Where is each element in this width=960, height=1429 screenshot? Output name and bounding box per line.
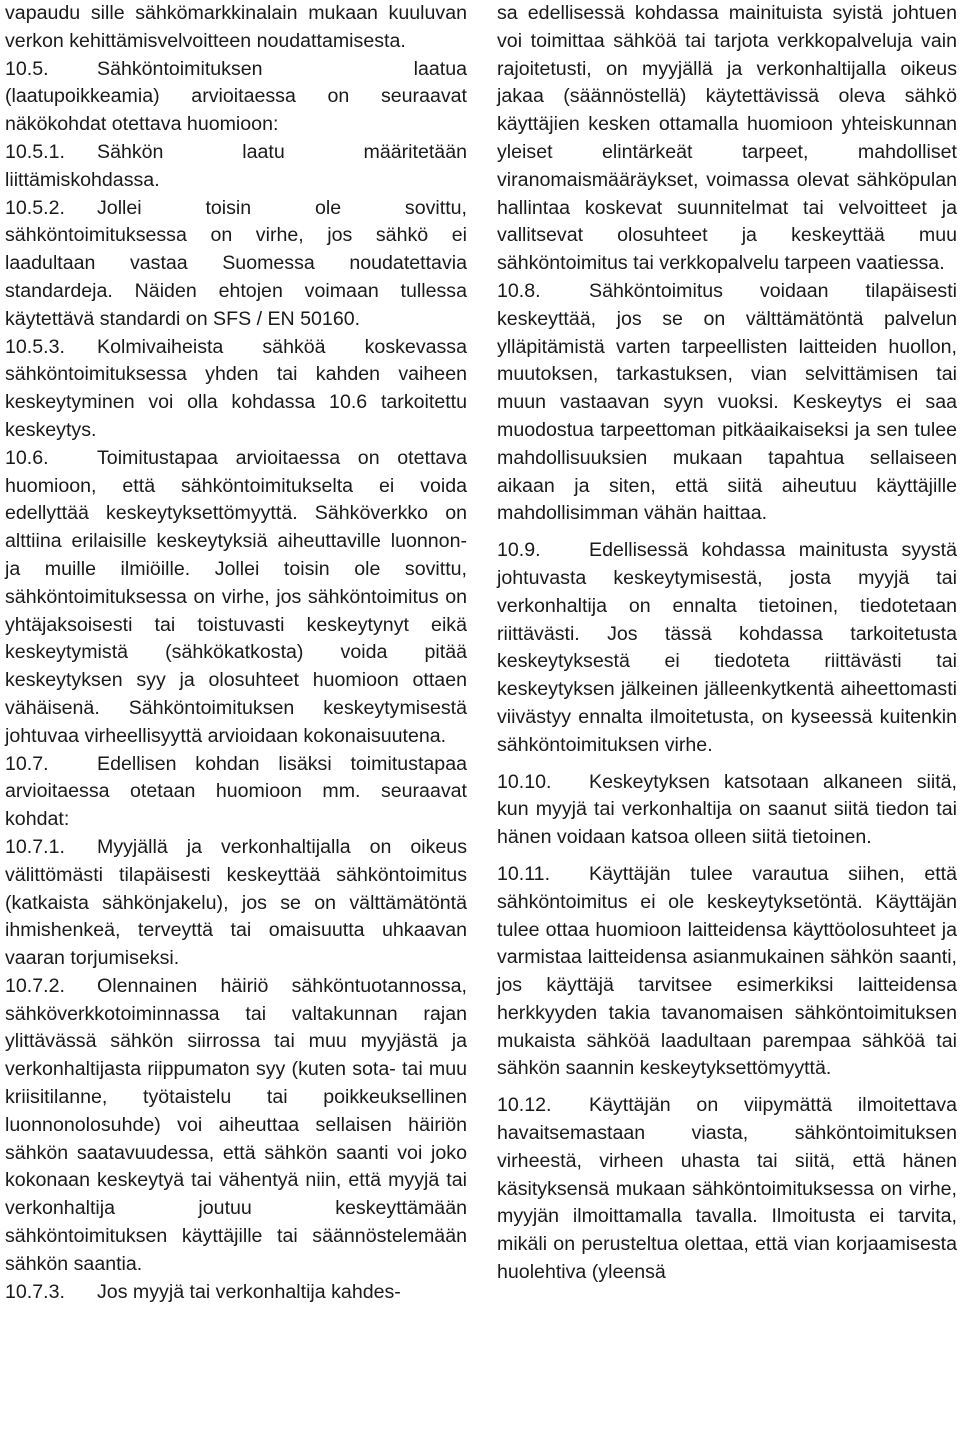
paragraph-text: Keskeytyksen katsotaan alkaneen siitä, kun myyjä tai verkonhaltija on saanut siitä tiedon tai hänen voidaan katsoa olleen siitä tietoinen. (497, 770, 957, 849)
section-number: 10.6. (5, 446, 49, 469)
paragraph-text: vapaudu sille sähkömarkkinalain mukaan kuuluvan verkon kehittämisvelvoitteen noudattamisesta. (5, 2, 467, 52)
paragraph-text: Kolmivaiheista sähköä koskevassa sähköntoimituksessa yhden tai kahden vaiheen keskeytyminen voi olla kohdassa 10.6 tarkoitettu keskeytys. (5, 335, 467, 441)
section-number: 10.5.1. (5, 140, 65, 163)
right-text-column (497, 0, 957, 1287)
section-number: 10.12. (497, 1094, 552, 1117)
paragraph-text: sa edellisessä kohdassa mainituista syistä johtuen voi toimittaa sähköä tai tarjota verkkopalveluja vain rajoitetusti, on myyjällä ja verkonhaltijalla oikeus jakaa (säännöstellä) käytettävissä oleva sähkö käyttäjien kesken ottamalla huomioon yhteiskunnan yleiset elintärkeät tarpeet, mahdolliset viranomaismääräykset, voimassa olevat sähköpulan hallintaa koskevat suunnitelmat tai velvoitteet ja vallitsevat olosuhteet ja keskeyttää muu sähköntoimitus tai verkkopalvelu tarpeen vaatiessa. (497, 2, 957, 275)
paragraph-10-5-1 (5, 139, 467, 195)
paragraph-text: Käyttäjän on viipymättä ilmoitettava havaitsemastaan viasta, sähköntoimituksen virheestä, virheen uhasta tai siitä, että hänen käsityksensä mukaan sähköntoimituksessa on virhe, myyjän ilmoittamalla tavalla. Ilmoitusta ei tarvita, mikäli on perusteltua olettaa, että vian korjaamisesta huolehtiva (yleensä (497, 1094, 957, 1284)
section-number: 10.11. (497, 862, 551, 885)
section-number: 10.7.3. (5, 1280, 65, 1303)
paragraph-text: Sähköntoimitus voidaan tilapäisesti keskeyttää, jos se on välttämätöntä palvelun ylläpitämistä varten tarpeellisten laitteiden huollon, muutoksen, tarkastuksen, vian selvittämisen tai muun vastaavan syyn vuoksi. Keskeytys ei saa muodostua tarpeettoman pitkäaikaiseksi ja sen tulee mahdollisuuksien mukaan tapahtua sellaiseen aikaan ja siten, että siitä aiheutuu käyttäjille mahdollisimman vähän haittaa. (497, 279, 957, 525)
paragraph-10-12 (497, 1092, 957, 1287)
paragraph-10-7-2 (5, 973, 467, 1279)
section-number: 10.7.2. (5, 974, 65, 997)
paragraph-10-7-3 (5, 1279, 467, 1307)
paragraph-10-7-1 (5, 834, 467, 973)
paragraph-text: Sähköntoimituksen laatua (laatupoikkeamia) arvioitaessa on seuraavat näkökohdat otettava huomioon: (5, 57, 467, 136)
section-number: 10.5.3. (5, 335, 65, 358)
paragraph-continuation (5, 0, 467, 56)
section-number: 10.7. (5, 752, 49, 775)
section-number: 10.5. (5, 57, 49, 80)
section-number: 10.8. (497, 279, 541, 302)
paragraph-continuation (497, 0, 957, 278)
paragraph-10-8 (497, 278, 957, 528)
paragraph-10-9 (497, 537, 957, 759)
section-number: 10.9. (497, 539, 541, 562)
paragraph-text: Jos myyjä tai verkonhaltija kahdes- (97, 1280, 401, 1303)
paragraph-text: Edellisen kohdan lisäksi toimitustapaa arvioitaessa otetaan huomioon mm. seuraavat kohdat: (5, 752, 467, 831)
paragraph-text: Edellisessä kohdassa mainitusta syystä johtuvasta keskeytymisestä, josta myyjä tai verkonhaltija on ennalta tietoinen, tiedotetaan riittävästi. Jos tässä kohdassa tarkoitetusta keskeytyksestä ei tiedoteta riittävästi tai keskeytyksen jälkeinen jälleenkytkentä aiheettomasti viivästyy ennalta ilmoitetusta, on kyseessä kuitenkin sähköntoimituksen virhe. (497, 539, 957, 756)
paragraph-text: Jollei toisin ole sovittu, sähköntoimituksessa on virhe, jos sähkö ei laadultaan vastaa Suomessa noudatettavia standardeja. Näiden ehtojen voimaan tullessa käytettävä standardi on SFS / EN 50160. (5, 196, 467, 330)
paragraph-text: Sähkön laatu määritetään liittämiskohdassa. (5, 140, 467, 191)
paragraph-10-7 (5, 751, 467, 834)
section-number: 10.5.2. (5, 196, 65, 219)
section-number: 10.10. (497, 770, 552, 793)
paragraph-10-5-2 (5, 195, 467, 334)
section-number: 10.7.1. (5, 835, 65, 858)
paragraph-10-5-3 (5, 334, 467, 445)
paragraph-text: Toimitustapaa arvioitaessa on otettava huomioon, että sähköntoimitukselta ei voida edellyttää keskeytyksettömyyttä. Sähköverkko on alttiina erilaisille keskeytyksiä aiheuttaville luonnon- ja muille ilmiöille. Jollei toisin ole sovittu, sähköntoimituksessa on virhe, jos sähköntoimitus on yhtäjaksoisesti tai toistuvasti keskeytynyt eikä keskeytymistä (sähkökatkosta) voida pitää keskeytyksen syy ja olosuhteet huomioon ottaen vähäisenä. Sähköntoimituksen keskeytymisestä johtuvaa virheellisyyttä arvioidaan kokonaisuutena. (5, 446, 467, 747)
paragraph-10-6 (5, 445, 467, 751)
paragraph-10-10 (497, 769, 957, 852)
paragraph-10-5 (5, 56, 467, 139)
paragraph-10-11 (497, 861, 957, 1083)
paragraph-text: Käyttäjän tulee varautua siihen, että sähköntoimitus ei ole keskeytyksetöntä. Käyttäjän tulee ottaa huomioon laitteidensa käyttöolosuhteet ja varmistaa laitteidensa asianmukainen sähkön saanti, jos käyttäjä tarvitsee esimerkiksi laitteidensa herkkyyden takia tavanomaisen sähköntoimituksen mukaista sähköä laadultaan parempaa sähköä tai sähkön saannin keskeytyksettömyyttä. (497, 862, 957, 1080)
left-text-column (5, 0, 467, 1306)
paragraph-text: Myyjällä ja verkonhaltijalla on oikeus välittömästi tilapäisesti keskeyttää sähköntoimitus (katkaista sähkönjakelu), jos se on välttämätöntä ihmishenkeä, terveyttä tai omaisuutta uhkaavan vaaran torjumiseksi. (5, 835, 467, 970)
paragraph-text: Olennainen häiriö sähköntuotannossa, sähköverkkotoiminnassa tai valtakunnan rajan ylittävässä sähkön siirrossa tai muu myyjästä ja verkonhaltijasta riippumaton syy (kuten sota- tai muu kriisitilanne, työtaistelu tai poikkeuksellinen luonnonolosuhde) voi aiheuttaa sellaisen häiriön sähkön saatavuudessa, että sähkön saanti voi joko kokonaan keskeytyä tai vähentyä niin, että myyjä tai verkonhaltija joutuu keskeyttämään sähköntoimituksen käyttäjille tai säännöstelemään sähkön saantia. (5, 974, 467, 1275)
